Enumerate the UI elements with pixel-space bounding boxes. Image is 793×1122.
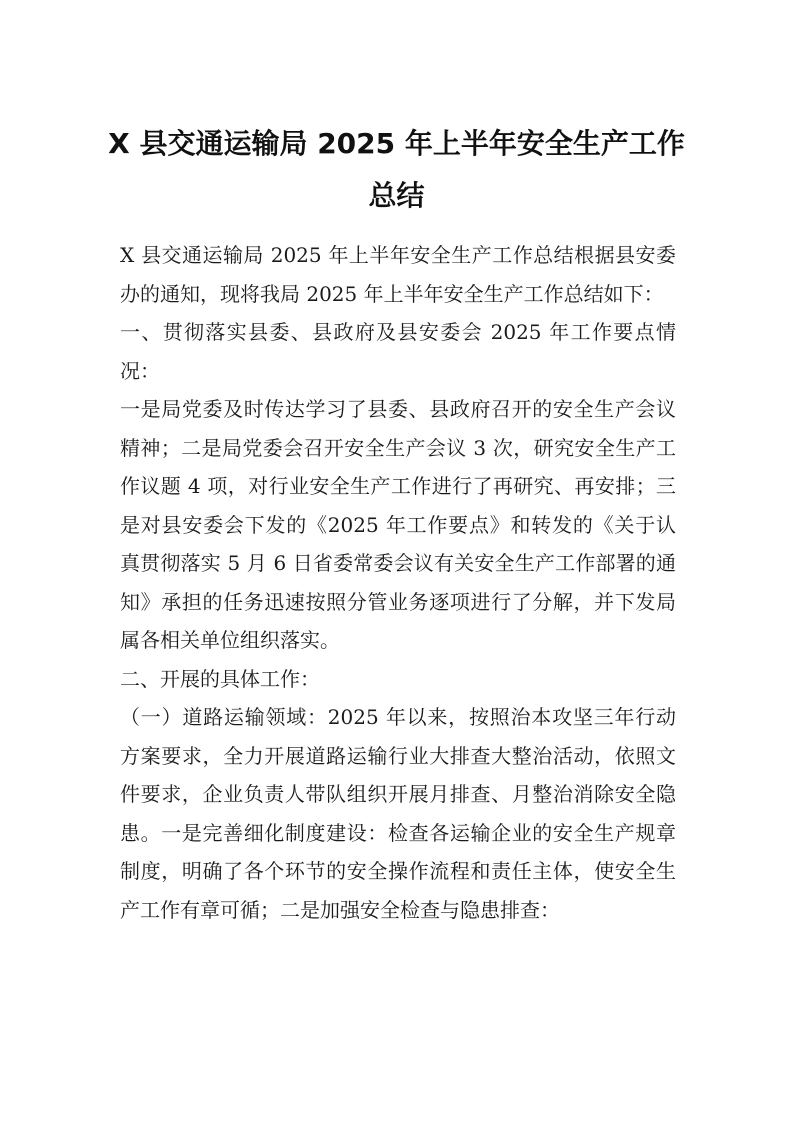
section-two-heading: 二、开展的具体工作： [120, 666, 320, 691]
intro-paragraph: X 县交通运输局 2025 年上半年安全生产工作总结根据县安委办的通知，现将我局 2025 年上半年安全生产工作总结如下： [120, 243, 676, 306]
section-one-paragraph: 一是局党委及时传达学习了县委、县政府召开的安全生产会议精神；二是局党委会召开安全生产会议 3 次，研究安全生产工作议题 4 项，对行业安全生产工作进行了再研究、再安排；三是对县安委会下发的《2025 年工作要点》和转发的《关于认真贯彻落实 5 月 6 日省委常委会议有关安全生产工作部署的通知》承担的任务迅速按照分管业务逐项进行了分解，并下发局属各相关单位组织落实。 [120, 397, 676, 652]
document-title: X 县交通运输局 2025 年上半年安全生产工作总结 [108, 127, 685, 212]
section-one-heading: 一、贯彻落实县委、县政府及县安委会 2025 年工作要点情况： [120, 320, 676, 383]
road-transport-paragraph: （一）道路运输领域：2025 年以来，按照治本攻坚三年行动方案要求，全力开展道路运输行业大排查大整治活动，依照文件要求，企业负责人带队组织开展月排查、月整治消除安全隐患。一是完善细化制度建设：检查各运输企业的安全生产规章制度，明确了各个环节的安全操作流程和责任主体，使安全生产工作有章可循；二是加强安全检查与隐患排查： [120, 705, 676, 922]
document-body [120, 236, 676, 929]
